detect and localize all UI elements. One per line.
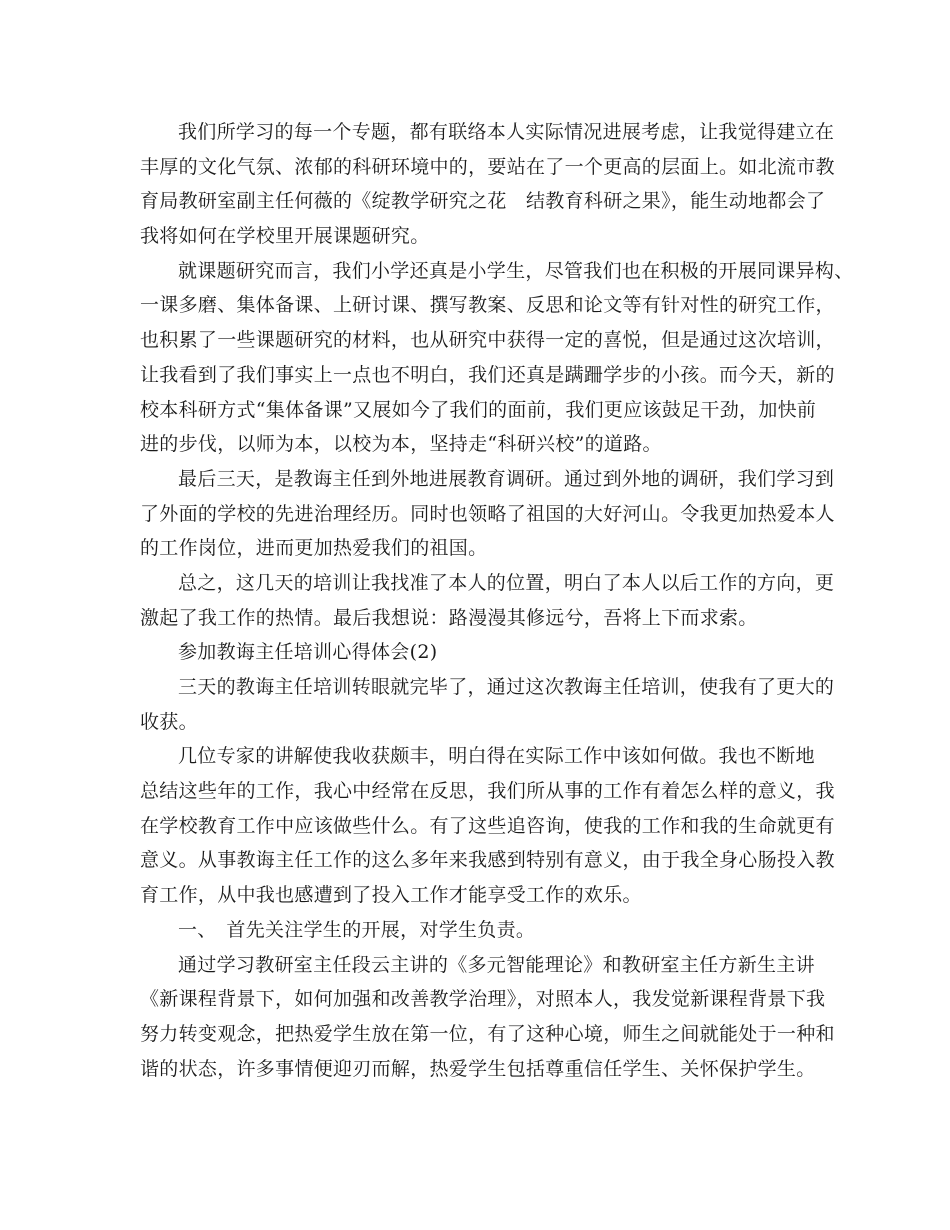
text-line: 通过学习教研室主任段云主讲的《多元智能理论》和教研室主任方新生主讲 xyxy=(178,953,815,976)
text-line: 谐的状态，许多事情便迎刃而解，热爱学生包括尊重信任学生、关怀保护学生。 xyxy=(140,1057,816,1080)
text-line: 育工作，从中我也感遭到了投入工作才能享受工作的欢乐。 xyxy=(140,884,642,907)
text-line: 我将如何在学校里开展课题研究。 xyxy=(140,225,430,248)
text-line: 也积累了一些课题研究的材料，也从研究中获得一定的喜悦，但是通过这次培训， xyxy=(140,329,835,352)
document-body xyxy=(140,115,854,1086)
text-line: 一、 首先关注学生的开展，对学生负责。 xyxy=(178,918,536,941)
text-line: 收获。 xyxy=(140,710,198,733)
text-line: 总结这些年的工作，我心中经常在反思，我们所从事的工作有着怎么样的意义，我 xyxy=(140,780,835,803)
text-line: 三天的教诲主任培训转眼就完毕了，通过这次教诲主任培训，使我有了更大的 xyxy=(178,676,835,698)
text-line: 《新课程背景下，如何加强和改善教学治理》，对照本人，我发觉新课程背景下我 xyxy=(140,988,826,1011)
text-line: 了外面的学校的先进治理经历。同时也领略了祖国的大好河山。令我更加热爱本人 xyxy=(140,502,835,525)
text-line: 的工作岗位，进而更加热爱我们的祖国。 xyxy=(140,537,488,560)
text-line: 丰厚的文化气氛、浓郁的科研环境中的，要站在了一个更高的层面上。如北流市教 xyxy=(140,155,835,178)
text-line: 总之，这几天的培训让我找准了本人的位置，明白了本人以后工作的方向，更 xyxy=(178,571,835,594)
text-line: 意义。从事教诲主任工作的这么多年来我感到特别有意义，由于我全身心肠投入教 xyxy=(140,849,835,872)
text-line: 激起了我工作的热情。最后我想说：路漫漫其修远兮，吾将上下而求索。 xyxy=(140,606,758,629)
text-line: 一课多磨、集体备课、上研讨课、撰写教案、反思和论文等有针对性的研究工作， xyxy=(140,294,835,317)
text-line: 就课题研究而言，我们小学还真是小学生，尽管我们也在积极的开展同课异构、 xyxy=(178,259,854,282)
text-line: 我们所学习的每一个专题，都有联络本人实际情况进展考虑，让我觉得建立在 xyxy=(178,121,835,143)
text-line: 参加教诲主任培训心得体会(2) xyxy=(178,641,438,664)
text-line: 进的步伐，以师为本，以校为本，坚持走“科研兴校”的道路。 xyxy=(140,433,662,456)
text-line: 校本科研方式“集体备课”又展如今了我们的面前，我们更应该鼓足干劲，加快前 xyxy=(140,398,817,421)
text-line: 育局教研室副主任何薇的《绽教学研究之花 结教育科研之果》，能生动地都会了 xyxy=(140,190,826,213)
text-line: 最后三天，是教诲主任到外地进展教育调研。通过到外地的调研，我们学习到 xyxy=(178,467,835,490)
text-line: 几位专家的讲解使我收获颇丰，明白得在实际工作中该如何做。我也不断地 xyxy=(178,745,815,768)
text-line: 让我看到了我们事实上一点也不明白，我们还真是蹒跚学步的小孩。而今天，新的 xyxy=(140,363,835,386)
text-line: 在学校教育工作中应该做些什么。有了这些追咨询，使我的工作和我的生命就更有 xyxy=(140,814,835,837)
text-line: 努力转变观念，把热爱学生放在第一位，有了这种心境，师生之间就能处于一种和 xyxy=(140,1022,835,1045)
